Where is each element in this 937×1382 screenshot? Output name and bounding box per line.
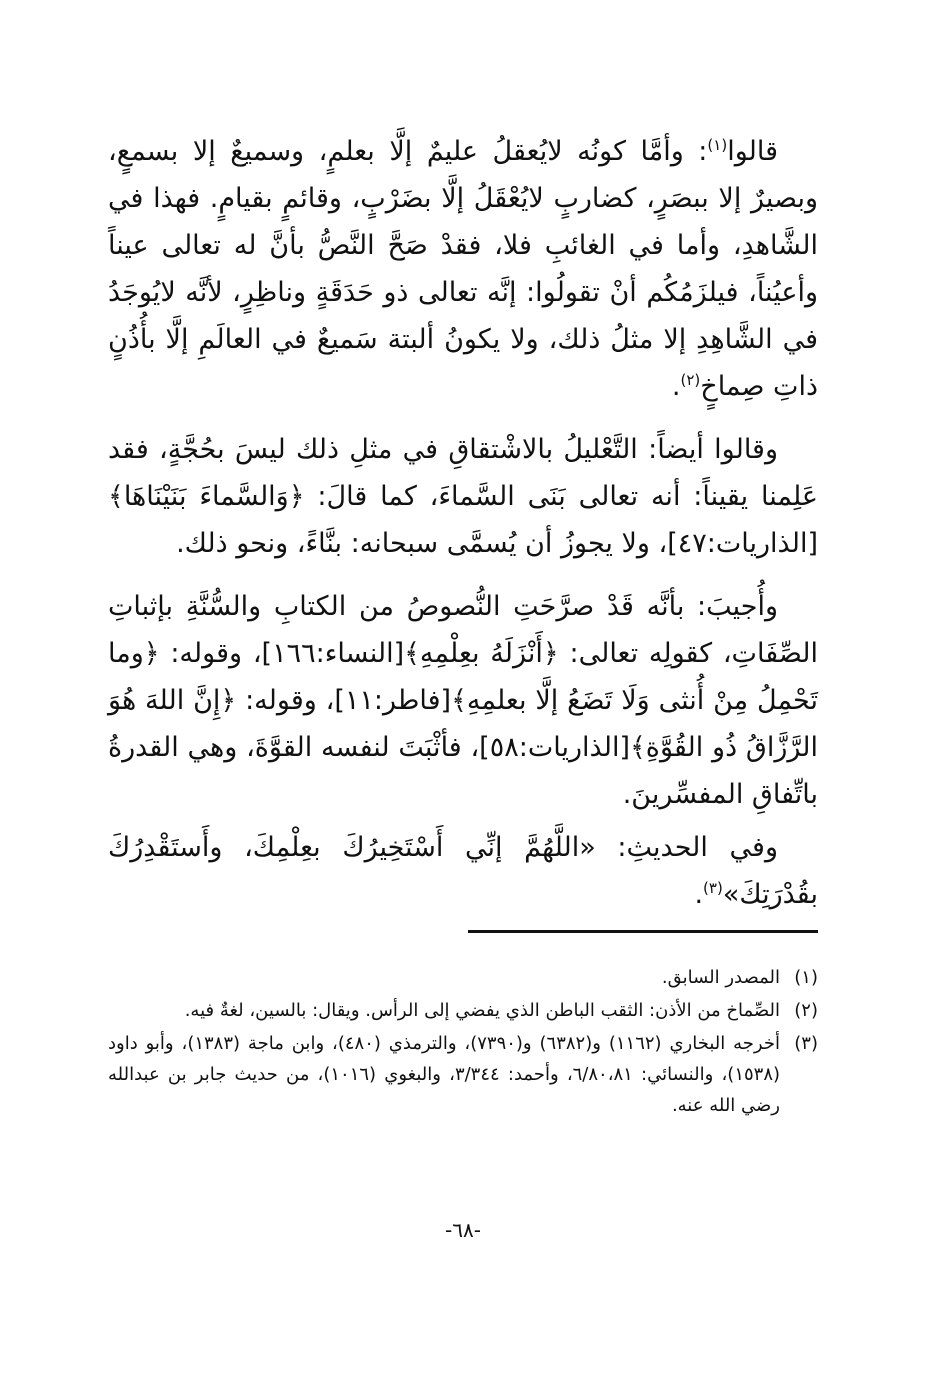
footnote-3 (108, 1028, 818, 1121)
footnote-2 (108, 995, 818, 1026)
book-page (108, 128, 818, 1242)
paragraph-4-text: وفي الحديثِ: «اللَّهُمَّ إنِّي أَسْتَخِيرُكَ بعِلْمِكَ، وأَستَقْدِرُكَ بقُدْرَتِكَ» (108, 832, 818, 910)
footnote-number: (٣) (794, 1033, 818, 1054)
paragraph-2-text: وقالوا أيضاً: التَّعْليلُ بالاشْتقاقِ في مثلِ ذلك ليسَ بحُجَّةٍ، فقد عَلِمنا يقيناً: أنه تعالى بَنَى السَّماءَ، كما قالَ: ﴿وَالسَّماءَ بَنَيْنَاهَا﴾[الذاريات:٤٧]، ولا يجوزُ أن يُسمَّى سبحانه: بنَّاءً، ونحو ذلك. (108, 434, 818, 559)
paragraph-3 (108, 583, 818, 818)
paragraph-1 (108, 128, 818, 410)
footnote-ref-3: (٣) (703, 879, 723, 897)
footnote-text: الصِّماخ من الأذن: الثقب الباطن الذي يفضي إلى الرأس. ويقال: بالسين، لغةٌ فيه. (184, 1000, 780, 1021)
paragraph-4 (108, 824, 818, 918)
footnote-separator (468, 930, 818, 933)
footnotes (108, 960, 818, 1123)
main-text (108, 128, 818, 918)
paragraph-2 (108, 426, 818, 567)
footnote-1 (108, 962, 818, 993)
paragraph-3-text: وأُجيبَ: بأنَّه قَدْ صرَّحَتِ النُّصوصُ من الكتابِ والسُّنَّةِ بإثباتِ الصِّفَاتِ، كقولِه تعالى: ﴿أَنْزَلَهُ بعِلْمِهِ﴾[النساء:١٦٦]، وقوله: ﴿وما تَحْمِلُ مِنْ أُنثى وَلَا تَضَعُ إلَّا بعلمِهِ﴾[فاطر:١١]، وقوله: ﴿إِنَّ اللهَ هُوَ الرَّزَّاقُ ذُو القُوَّةِ﴾[الذاريات:٥٨]، فأثْبَتَ لنفسه القوَّةَ، وهي القدرةُ باتِّفاقِ المفسِّرينَ. (108, 591, 818, 810)
paragraph-1-end: . (671, 371, 681, 402)
paragraph-1-start: قالوا (727, 136, 778, 167)
footnote-number: (٢) (794, 1000, 818, 1021)
page-number: -٦٨- (445, 1218, 481, 1242)
paragraph-1-text: : وأمَّا كونُه لايُعقلُ عليمٌ إلَّا بعلمٍ، وسميعٌ إلا بسمعٍ، وبصيرٌ إلا ببصَرٍ، كضاربٍ لايُعْقَلُ إلَّا بضَرْبٍ، وقائمٍ بقيامٍ. فهذا في الشَّاهدِ، وأما في الغائبِ فلا، فقدْ صَحَّ النَّصُّ بأنَّ له تعالى عيناً وأعيُناً، فيلزَمُكُم أنْ تقولُوا: إنَّه تعالى ذو حَدَقَةٍ وناظِرٍ، لأنَّه لايُوجَدُ في الشَّاهِدِ إلا مثلُ ذلك، ولا يكونُ ألبتة سَميعٌ في العالَمِ إلَّا بأُذُنٍ ذاتِ صِماخٍ (108, 136, 818, 402)
paragraph-4-end: . (694, 879, 704, 910)
footnote-text: أخرجه البخاري (١١٦٢) و(٦٣٨٢) و(٧٣٩٠)، والترمذي (٤٨٠)، وابن ماجة (١٣٨٣)، وأبو داود (١٥٣٨)، والنسائي: ٦/٨٠،٨١، وأحمد: ٣/٣٤٤، والبغوي (١٠١٦)، من حديث جابر بن عبدالله رضي الله عنه. (108, 1033, 781, 1116)
footnote-ref-2: (٢) (680, 371, 701, 389)
footnote-number: (١) (794, 967, 818, 988)
footnote-text: المصدر السابق. (661, 967, 780, 988)
footnote-ref-1: (١) (707, 136, 728, 154)
